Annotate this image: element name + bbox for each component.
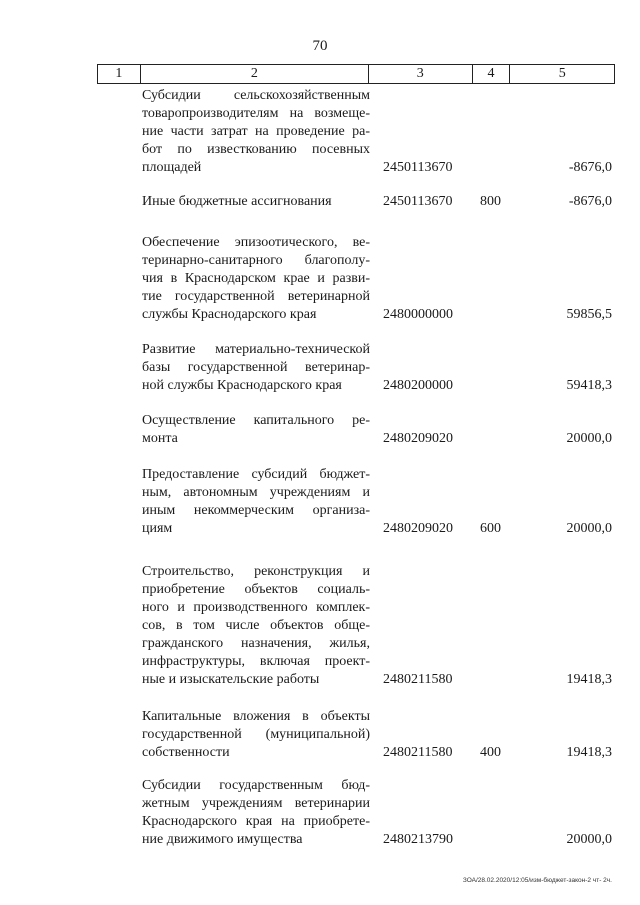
description-line: ние движимого имущества xyxy=(142,832,303,847)
row-code: 2480209020 xyxy=(383,431,453,446)
row-amount: 59418,3 xyxy=(566,378,612,393)
description-line: Капитальные вложения в объекты xyxy=(142,709,370,724)
description-line: Строительство, реконструкция и xyxy=(142,564,370,579)
row-code: 2480213790 xyxy=(383,832,453,847)
description-line: иным некоммерческим организа- xyxy=(142,503,370,518)
header-col-1: 1 xyxy=(98,65,141,83)
row-amount: 20000,0 xyxy=(566,521,612,536)
row-amount: 20000,0 xyxy=(566,832,612,847)
description-line: жетным учреждениям ветеринарии xyxy=(142,796,370,811)
footer-note: ЗОА/28.02.2020/12:05/изм-бюджет-закон-2 чт- 2ч. xyxy=(462,877,612,884)
description-line: ные и изыскательские работы xyxy=(142,672,320,687)
row-description xyxy=(142,708,370,762)
description-line: монта xyxy=(142,431,178,446)
description-line: теринарно-санитарного благополу- xyxy=(142,253,370,268)
description-line: Обеспечение эпизоотического, ве- xyxy=(142,235,370,250)
row-type: 800 xyxy=(480,194,501,209)
row-amount: -8676,0 xyxy=(568,194,612,209)
row-description xyxy=(142,563,370,689)
description-line: Краснодарского края на приобрете- xyxy=(142,814,370,829)
description-line: ным, автономным учреждениям и xyxy=(142,485,370,500)
row-code: 2450113670 xyxy=(383,160,453,175)
description-line: тие государственной ветеринарной xyxy=(142,289,370,304)
row-description xyxy=(142,412,370,448)
row-amount: 20000,0 xyxy=(566,431,612,446)
description-line: инфраструктуры, включая проект- xyxy=(142,654,370,669)
description-line: чия в Краснодарском крае и разви- xyxy=(142,271,370,286)
row-amount: 59856,5 xyxy=(566,307,612,322)
description-line: площадей xyxy=(142,160,202,175)
row-code: 2480211580 xyxy=(383,672,453,687)
description-line: Иные бюджетные ассигнования xyxy=(142,194,332,209)
description-line: Субсидии сельскохозяйственным xyxy=(142,88,370,103)
header-col-3: 3 xyxy=(369,65,473,83)
row-description xyxy=(142,466,370,538)
row-code: 2480209020 xyxy=(383,521,453,536)
description-line: собственности xyxy=(142,745,230,760)
description-line: Осуществление капитального ре- xyxy=(142,413,370,428)
row-amount: 19418,3 xyxy=(566,672,612,687)
row-code: 2480211580 xyxy=(383,745,453,760)
row-type: 600 xyxy=(480,521,501,536)
description-line: службы Краснодарского края xyxy=(142,307,317,322)
row-code: 2480200000 xyxy=(383,378,453,393)
row-code: 2480000000 xyxy=(383,307,453,322)
table-header xyxy=(97,64,615,84)
row-type: 400 xyxy=(480,745,501,760)
row-description xyxy=(142,777,370,849)
description-line: бот по известкованию посевных xyxy=(142,142,370,157)
description-line: циям xyxy=(142,521,173,536)
row-description xyxy=(142,341,370,395)
description-line: ной службы Краснодарского края xyxy=(142,378,342,393)
description-line: Развитие материально-технической xyxy=(142,342,370,357)
description-line: товаропроизводителям на возмеще- xyxy=(142,106,370,121)
header-col-2: 2 xyxy=(141,65,369,83)
row-description xyxy=(142,234,370,324)
description-line: приобретение объектов социаль- xyxy=(142,582,370,597)
row-amount: 19418,3 xyxy=(566,745,612,760)
row-code: 2450113670 xyxy=(383,194,453,209)
row-description xyxy=(142,87,370,177)
header-col-4: 4 xyxy=(473,65,511,83)
description-line: Субсидии государственным бюд- xyxy=(142,778,370,793)
header-col-5: 5 xyxy=(558,66,566,81)
page-number: 70 xyxy=(312,38,328,54)
description-line: сов, в том числе объектов обще- xyxy=(142,618,370,633)
row-description xyxy=(142,193,370,211)
description-line: Предоставление субсидий бюджет- xyxy=(142,467,370,482)
description-line: государственной (муниципальной) xyxy=(142,727,370,742)
description-line: базы государственной ветеринар- xyxy=(142,360,370,375)
row-amount: -8676,0 xyxy=(568,160,612,175)
description-line: ние части затрат на проведение ра- xyxy=(142,124,370,139)
description-line: гражданского назначения, жилья, xyxy=(142,636,370,651)
description-line: ного и производственного комплек- xyxy=(142,600,370,615)
